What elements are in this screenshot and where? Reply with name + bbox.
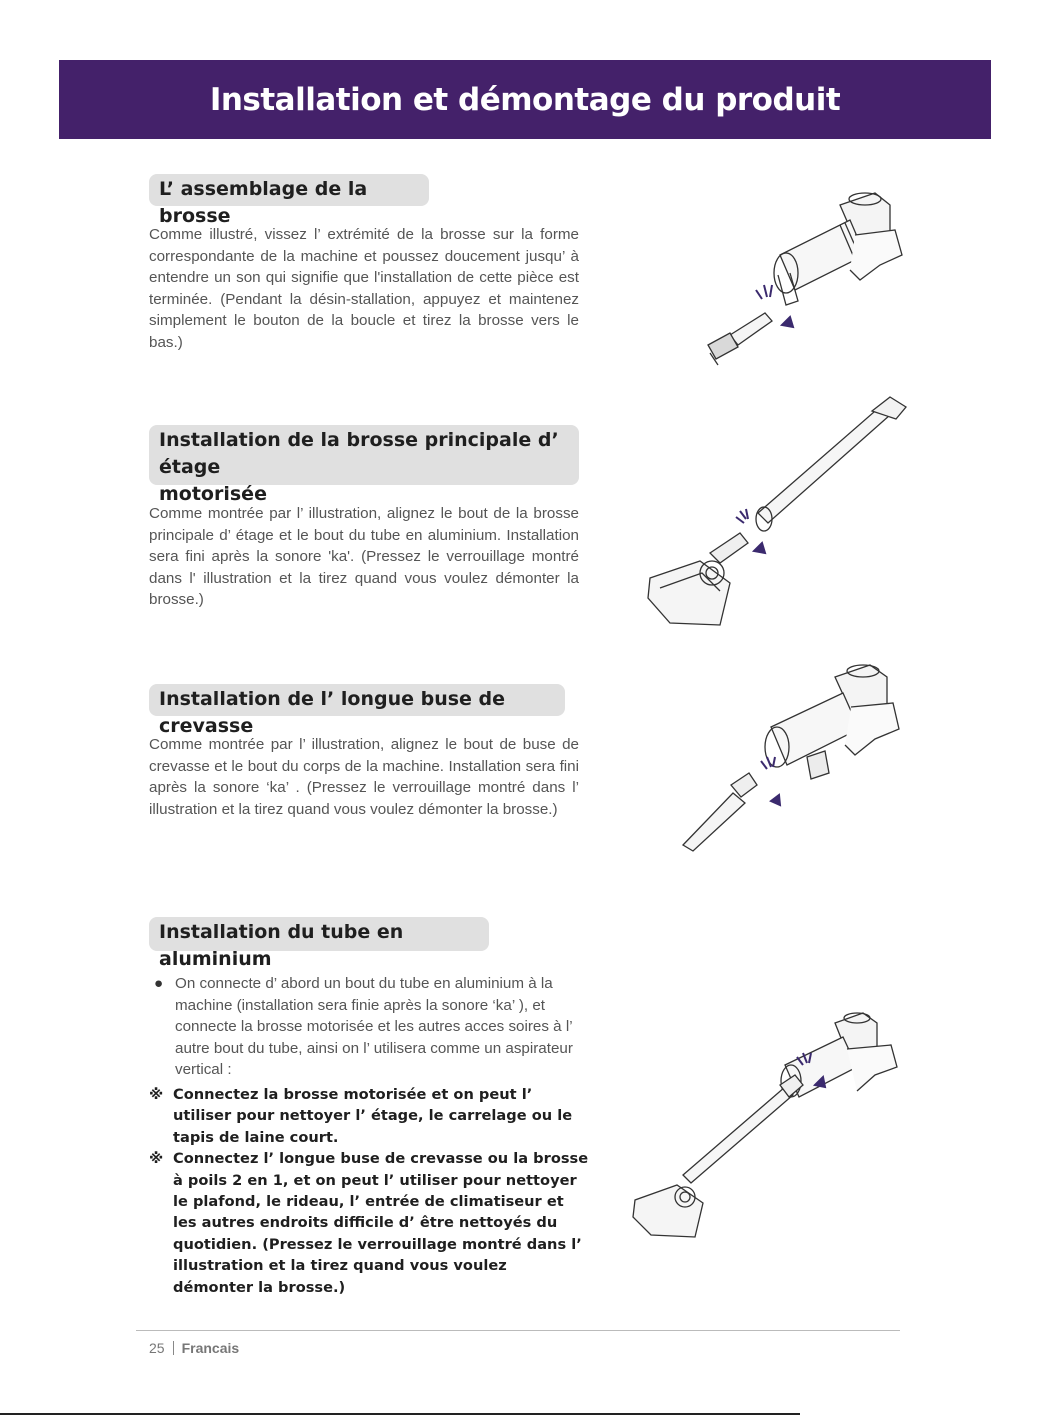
section-title-text: Installation du tube en aluminium <box>159 921 404 970</box>
note-text: Connectez la brosse motorisée et on peut l’ utiliser pour nettoyer l’ étage, le carrelage ou le tapis de laine court. <box>173 1086 573 1146</box>
bullet-item <box>149 973 579 1081</box>
section-body-floor-brush: Comme montrée par l’ illustration, alignez le bout de la brosse principale d’ étage et le bout du tube en aluminium. Installation sera fini après la sonore 'ka'. (Pressez le verrouillage montré dans l' illustration et la tirez quand vous voulez démonter la brosse.) <box>149 505 579 609</box>
bullet-text: On connecte d’ abord un bout du tube en aluminium à la machine (installation sera finie après la sonore ‘ka’ ), et connecte la brosse motorisée et les autres acces soires à l’ autre bout du tube, ainsi on l’ utilisera comme un aspirateur vertical : <box>175 975 573 1079</box>
reference-mark-icon: ※ <box>149 1086 164 1103</box>
upright-vacuum-illustration <box>625 1005 920 1245</box>
bullet-list <box>149 973 579 1081</box>
section-title-floor-brush <box>149 425 579 505</box>
section-title-text: L’ assemblage de la brosse <box>159 178 368 227</box>
page-header-banner <box>59 60 991 139</box>
page-bottom-edge <box>0 1413 800 1415</box>
reference-mark-icon: ※ <box>149 1150 164 1168</box>
bullet-dot-icon: ● <box>154 975 164 992</box>
footer-separator <box>173 1341 174 1355</box>
page-number: 25 <box>149 1340 165 1356</box>
section-body-brush-assembly: Comme illustré, vissez l’ extrémité de la brosse sur la forme correspondante de la machine et poussez doucement jusqu’ à entendre un son qui signifie que l'installation de cette pièce est terminée. (Pendant la désin-stallation, appuyez et maintenez simplement le bouton de la boucle et tirez la brosse vers le bas.) <box>149 226 579 351</box>
handheld-brush-illustration <box>690 185 920 375</box>
section-title-text: Installation de l’ longue buse de crevasse <box>159 688 506 737</box>
note-item <box>149 1148 589 1298</box>
floor-brush-tube-illustration <box>640 393 920 633</box>
footer-language: Francais <box>181 1340 240 1356</box>
section-title-line-2: motorisée <box>159 483 267 505</box>
page-title: Installation et démontage du produit <box>209 81 841 118</box>
note-text: Connectez l’ longue buse de crevasse ou la brosse à poils 2 en 1, et on peut l’ utiliser pour nettoyer le plafond, le rideau, l’ entrée de climatiseur et les autres endroits difficile d’ être nettoyés du quotidien. (Pressez le verrouillage montré dans l’ illustration et la tirez quand vous voulez démonter la brosse.) <box>173 1150 589 1296</box>
note-item <box>149 1084 589 1148</box>
crevice-nozzle-illustration <box>675 655 920 855</box>
section-body-crevice-nozzle: Comme montrée par l’ illustration, alignez le bout de buse de crevasse et le bout du corps de la machine. Installation sera fini après la sonore ‘ka’ . (Pressez le verrouillage montré dans l’ illustration et la tirez quand vous voulez démonter la brosse.) <box>149 736 579 818</box>
footer-divider <box>136 1330 900 1331</box>
page-footer <box>149 1340 239 1356</box>
section-title-crevice-nozzle <box>149 684 565 737</box>
section-title-line-1: Installation de la brosse principale d’ étage <box>159 429 559 478</box>
notes-list <box>149 1084 589 1298</box>
section-title-brush-assembly <box>149 174 429 227</box>
section-title-aluminium-tube <box>149 917 489 970</box>
